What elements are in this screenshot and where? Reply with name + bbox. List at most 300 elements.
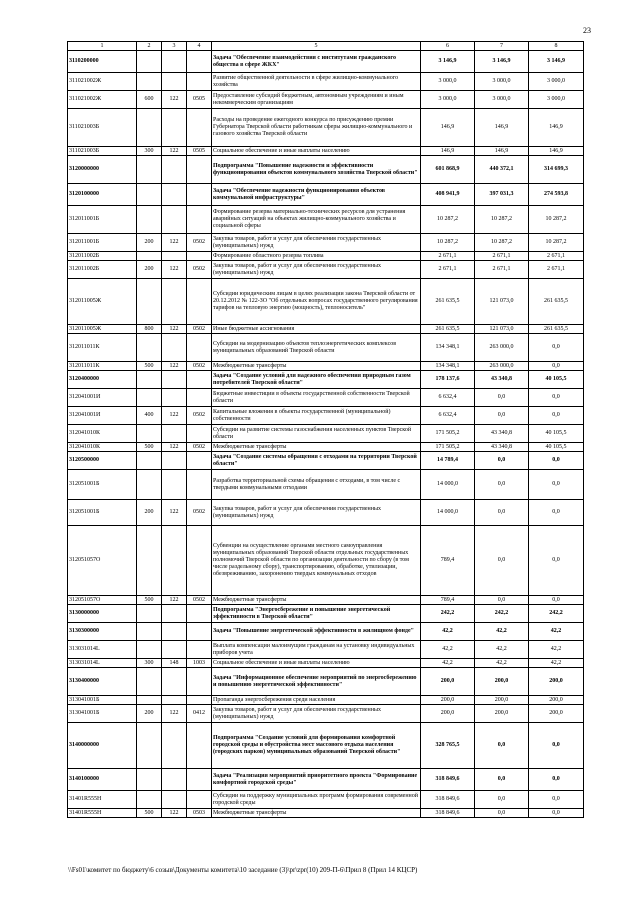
cell-code: 313031014L xyxy=(68,641,137,659)
cell-amount-year2: 200,0 xyxy=(475,705,529,723)
cell-section: 0502 xyxy=(187,261,212,279)
table-row xyxy=(68,156,584,184)
cell-section: 1003 xyxy=(187,659,212,668)
cell-amount-year1: 146,9 xyxy=(421,147,475,156)
cell-department: 122 xyxy=(162,596,187,605)
cell-section xyxy=(187,723,212,769)
cell-amount-year2: 121 073,0 xyxy=(475,325,529,334)
cell-code: 312051001Б xyxy=(68,500,137,526)
cell-code: 3120400000 xyxy=(68,371,137,389)
cell-expense-type xyxy=(137,723,162,769)
table-row xyxy=(68,659,584,668)
cell-section: 0502 xyxy=(187,443,212,452)
cell-code: 312051057О xyxy=(68,596,137,605)
cell-amount-year2: 3 000,0 xyxy=(475,91,529,109)
cell-department xyxy=(162,452,187,470)
cell-department xyxy=(162,641,187,659)
table-row xyxy=(68,362,584,371)
footer-file-path: \\Fs01\комитет по бюджету\6 созыв\Документы комитета\10 заседание (3)\pr\zpr(10) 209-П-6\Прил 8 (Прил 14 КЦСР) xyxy=(68,866,418,874)
cell-code: 312011011К xyxy=(68,362,137,371)
cell-department xyxy=(162,769,187,791)
cell-department xyxy=(162,723,187,769)
cell-name: Субсидии на поддержку муниципальных программ формирования современной городской среды xyxy=(212,791,421,809)
table-row xyxy=(68,325,584,334)
cell-code: 312041001И xyxy=(68,407,137,425)
table-row xyxy=(68,641,584,659)
cell-section xyxy=(187,252,212,261)
cell-expense-type xyxy=(137,279,162,325)
cell-name: Подпрограмма "Создание условий для формирования комфортной городской среды и обустройства мест массового отдыха населения (городских парков) муниципальных образований Тверской области" xyxy=(212,723,421,769)
cell-department xyxy=(162,668,187,696)
cell-amount-year2: 0,0 xyxy=(475,723,529,769)
cell-code: 312011011К xyxy=(68,334,137,362)
cell-expense-type xyxy=(137,109,162,147)
cell-expense-type xyxy=(137,184,162,206)
cell-amount-year3: 261 635,5 xyxy=(529,279,584,325)
cell-code: 312041010К xyxy=(68,425,137,443)
table-row xyxy=(68,696,584,705)
cell-name: Развитие общественной деятельности в сфере жилищно-коммунального хозяйства xyxy=(212,73,421,91)
cell-code: 311021003Б xyxy=(68,109,137,147)
cell-amount-year1: 3 000,0 xyxy=(421,73,475,91)
cell-department xyxy=(162,526,187,596)
cell-amount-year2: 0,0 xyxy=(475,809,529,818)
cell-amount-year3: 0,0 xyxy=(529,791,584,809)
cell-amount-year3: 261 635,5 xyxy=(529,325,584,334)
cell-amount-year1: 171 505,2 xyxy=(421,443,475,452)
cell-amount-year3: 146,9 xyxy=(529,109,584,147)
cell-section xyxy=(187,184,212,206)
cell-amount-year1: 318 849,6 xyxy=(421,769,475,791)
table-row xyxy=(68,279,584,325)
cell-amount-year1: 178 137,6 xyxy=(421,371,475,389)
cell-code: 3130400000 xyxy=(68,668,137,696)
cell-amount-year1: 3 000,0 xyxy=(421,91,475,109)
cell-name: Разработка территориальной схемы обращения с отходами, в том числе с твердыми коммунальными отходами xyxy=(212,470,421,500)
cell-name: Предоставление субсидий бюджетным, автономным учреждениям и иным некоммерческим организациям xyxy=(212,91,421,109)
cell-amount-year3: 2 671,1 xyxy=(529,261,584,279)
cell-code: 312011001Б xyxy=(68,206,137,234)
cell-expense-type xyxy=(137,668,162,696)
table-body xyxy=(68,51,584,818)
cell-name: Социальное обеспечение и иные выплаты населению xyxy=(212,659,421,668)
cell-department: 122 xyxy=(162,809,187,818)
cell-code: 3130000000 xyxy=(68,605,137,623)
cell-amount-year1: 134 348,1 xyxy=(421,362,475,371)
cell-department: 122 xyxy=(162,261,187,279)
column-header: 5 xyxy=(212,42,421,51)
cell-amount-year2: 397 031,3 xyxy=(475,184,529,206)
cell-amount-year3: 3 000,0 xyxy=(529,91,584,109)
table-row xyxy=(68,334,584,362)
cell-amount-year3: 146,9 xyxy=(529,147,584,156)
cell-amount-year3: 0,0 xyxy=(529,389,584,407)
cell-expense-type xyxy=(137,73,162,91)
cell-name: Межбюджетные трансферты xyxy=(212,596,421,605)
cell-amount-year3: 0,0 xyxy=(529,500,584,526)
cell-department xyxy=(162,791,187,809)
cell-amount-year1: 10 287,2 xyxy=(421,206,475,234)
cell-department: 122 xyxy=(162,91,187,109)
cell-amount-year2: 43 340,8 xyxy=(475,371,529,389)
table-row xyxy=(68,723,584,769)
cell-amount-year1: 6 632,4 xyxy=(421,389,475,407)
table-row xyxy=(68,261,584,279)
cell-amount-year2: 3 146,9 xyxy=(475,51,529,73)
cell-amount-year1: 42,2 xyxy=(421,623,475,641)
cell-section xyxy=(187,389,212,407)
cell-amount-year2: 3 000,0 xyxy=(475,73,529,91)
cell-section xyxy=(187,425,212,443)
cell-amount-year3: 314 699,3 xyxy=(529,156,584,184)
cell-expense-type xyxy=(137,252,162,261)
cell-section: 0412 xyxy=(187,705,212,723)
cell-amount-year3: 42,2 xyxy=(529,659,584,668)
cell-code: 311021003Б xyxy=(68,147,137,156)
cell-amount-year1: 328 765,5 xyxy=(421,723,475,769)
cell-department xyxy=(162,623,187,641)
cell-section: 0505 xyxy=(187,91,212,109)
cell-amount-year2: 0,0 xyxy=(475,596,529,605)
table-row xyxy=(68,184,584,206)
cell-section: 0502 xyxy=(187,362,212,371)
cell-name: Межбюджетные трансферты xyxy=(212,362,421,371)
cell-section: 0503 xyxy=(187,809,212,818)
cell-name: Выплата компенсации малоимущим гражданам на установку индивидуальных приборов учета xyxy=(212,641,421,659)
cell-amount-year3: 0,0 xyxy=(529,334,584,362)
table-row xyxy=(68,51,584,73)
cell-section xyxy=(187,156,212,184)
cell-code: 3120500000 xyxy=(68,452,137,470)
cell-name: Подпрограмма "Энергосбережение и повышение энергетической эффективности в Тверской области" xyxy=(212,605,421,623)
cell-amount-year2: 0,0 xyxy=(475,452,529,470)
table-row xyxy=(68,389,584,407)
cell-name: Задача "Реализация мероприятий приоритетного проекта "Формирование комфортной городской среды" xyxy=(212,769,421,791)
column-header: 2 xyxy=(137,42,162,51)
cell-section xyxy=(187,334,212,362)
cell-name: Субсидии на развитие системы газоснабжения населенных пунктов Тверской области xyxy=(212,425,421,443)
cell-name: Формирование резерва материально-технических ресурсов для устранения аварийных ситуаций на объектах жилищно-коммунального хозяйства и социальной сферы xyxy=(212,206,421,234)
cell-section xyxy=(187,470,212,500)
cell-amount-year2: 263 000,0 xyxy=(475,362,529,371)
cell-section xyxy=(187,371,212,389)
column-header: 7 xyxy=(475,42,529,51)
cell-code: 313031014L xyxy=(68,659,137,668)
cell-department xyxy=(162,206,187,234)
cell-amount-year2: 200,0 xyxy=(475,696,529,705)
cell-amount-year3: 242,2 xyxy=(529,605,584,623)
cell-amount-year1: 10 287,2 xyxy=(421,234,475,252)
cell-amount-year2: 263 000,0 xyxy=(475,334,529,362)
cell-amount-year2: 0,0 xyxy=(475,769,529,791)
column-header: 1 xyxy=(68,42,137,51)
column-header: 6 xyxy=(421,42,475,51)
table-row xyxy=(68,791,584,809)
cell-expense-type xyxy=(137,389,162,407)
cell-expense-type xyxy=(137,206,162,234)
table-row xyxy=(68,206,584,234)
cell-amount-year1: 134 348,1 xyxy=(421,334,475,362)
cell-amount-year3: 0,0 xyxy=(529,809,584,818)
cell-amount-year2: 42,2 xyxy=(475,659,529,668)
cell-amount-year2: 121 073,0 xyxy=(475,279,529,325)
cell-expense-type: 300 xyxy=(137,147,162,156)
table-row xyxy=(68,425,584,443)
cell-amount-year2: 0,0 xyxy=(475,389,529,407)
cell-amount-year2: 42,2 xyxy=(475,641,529,659)
cell-department xyxy=(162,605,187,623)
cell-section: 0502 xyxy=(187,500,212,526)
cell-section xyxy=(187,526,212,596)
table-row xyxy=(68,407,584,425)
cell-amount-year3: 274 593,8 xyxy=(529,184,584,206)
cell-amount-year1: 6 632,4 xyxy=(421,407,475,425)
cell-name: Задача "Обеспечение надежности функционирования объектов коммунальной инфраструктуры" xyxy=(212,184,421,206)
cell-expense-type: 200 xyxy=(137,234,162,252)
cell-amount-year1: 171 505,2 xyxy=(421,425,475,443)
cell-code: 3140000000 xyxy=(68,723,137,769)
cell-section xyxy=(187,109,212,147)
cell-code: 312051001Б xyxy=(68,470,137,500)
cell-amount-year2: 242,2 xyxy=(475,605,529,623)
cell-department xyxy=(162,184,187,206)
cell-section xyxy=(187,279,212,325)
cell-department xyxy=(162,389,187,407)
cell-amount-year3: 0,0 xyxy=(529,452,584,470)
cell-department: 122 xyxy=(162,147,187,156)
table-row xyxy=(68,526,584,596)
budget-table xyxy=(67,41,584,818)
cell-name: Субвенции на осуществление органами местного самоуправления муниципальных образований Тверской области отдельных государственных полномочий Тверской области по организации деятельности по сбору (в том числе раздельному сбору), транспортированию, обработке, утилизации, обезвреживанию, захоронению твердых коммунальных отходов xyxy=(212,526,421,596)
cell-code: 312011002Б xyxy=(68,261,137,279)
cell-expense-type xyxy=(137,334,162,362)
cell-code: 31401R555Н xyxy=(68,791,137,809)
cell-section xyxy=(187,623,212,641)
cell-expense-type: 200 xyxy=(137,261,162,279)
cell-amount-year3: 0,0 xyxy=(529,470,584,500)
cell-code: 311021002Ж xyxy=(68,91,137,109)
cell-department xyxy=(162,252,187,261)
cell-name: Межбюджетные трансферты xyxy=(212,443,421,452)
cell-amount-year2: 42,2 xyxy=(475,623,529,641)
cell-department: 148 xyxy=(162,659,187,668)
table-row xyxy=(68,705,584,723)
cell-amount-year1: 261 635,5 xyxy=(421,279,475,325)
cell-amount-year3: 10 287,2 xyxy=(529,206,584,234)
cell-expense-type xyxy=(137,769,162,791)
cell-amount-year3: 3 146,9 xyxy=(529,51,584,73)
cell-expense-type: 200 xyxy=(137,705,162,723)
cell-amount-year3: 42,2 xyxy=(529,641,584,659)
cell-expense-type xyxy=(137,425,162,443)
cell-amount-year1: 261 635,5 xyxy=(421,325,475,334)
cell-expense-type: 500 xyxy=(137,809,162,818)
cell-amount-year2: 43 340,8 xyxy=(475,425,529,443)
table-row xyxy=(68,73,584,91)
cell-section xyxy=(187,605,212,623)
cell-name: Задача "Повышение энергетической эффективности в жилищном фонде" xyxy=(212,623,421,641)
cell-amount-year3: 0,0 xyxy=(529,723,584,769)
cell-name: Задача "Создание условий для надежного обеспечения природным газом потребителей Тверской области" xyxy=(212,371,421,389)
cell-expense-type: 500 xyxy=(137,362,162,371)
cell-amount-year1: 14 000,0 xyxy=(421,500,475,526)
cell-name: Расходы на проведение ежегодного конкурса по присуждению премии Губернатора Тверской области работникам сферы жилищно-коммунального и газового хозяйства Тверской области xyxy=(212,109,421,147)
cell-department: 122 xyxy=(162,234,187,252)
cell-name: Капитальные вложения в объекты государственной (муниципальной) собственности xyxy=(212,407,421,425)
cell-code: 3120000000 xyxy=(68,156,137,184)
cell-section xyxy=(187,696,212,705)
cell-amount-year3: 0,0 xyxy=(529,596,584,605)
cell-amount-year1: 318 849,6 xyxy=(421,791,475,809)
cell-amount-year3: 200,0 xyxy=(529,696,584,705)
table-row xyxy=(68,769,584,791)
cell-amount-year3: 200,0 xyxy=(529,668,584,696)
cell-department: 122 xyxy=(162,325,187,334)
cell-amount-year1: 3 146,9 xyxy=(421,51,475,73)
cell-expense-type: 400 xyxy=(137,407,162,425)
cell-expense-type xyxy=(137,156,162,184)
cell-amount-year2: 0,0 xyxy=(475,470,529,500)
cell-section xyxy=(187,791,212,809)
cell-amount-year2: 146,9 xyxy=(475,109,529,147)
table-row xyxy=(68,452,584,470)
cell-amount-year1: 318 849,6 xyxy=(421,809,475,818)
cell-section xyxy=(187,206,212,234)
cell-amount-year2: 0,0 xyxy=(475,526,529,596)
cell-section xyxy=(187,73,212,91)
cell-department xyxy=(162,334,187,362)
cell-code: 3120100000 xyxy=(68,184,137,206)
cell-amount-year3: 3 000,0 xyxy=(529,73,584,91)
cell-amount-year1: 2 671,1 xyxy=(421,252,475,261)
cell-expense-type: 600 xyxy=(137,91,162,109)
column-header: 3 xyxy=(162,42,187,51)
cell-amount-year3: 0,0 xyxy=(529,362,584,371)
cell-department xyxy=(162,73,187,91)
cell-department xyxy=(162,470,187,500)
cell-expense-type: 200 xyxy=(137,500,162,526)
table-row xyxy=(68,91,584,109)
cell-department: 122 xyxy=(162,443,187,452)
cell-department xyxy=(162,109,187,147)
table-row xyxy=(68,596,584,605)
cell-amount-year1: 146,9 xyxy=(421,109,475,147)
cell-name: Закупка товаров, работ и услуг для обеспечения государственных (муниципальных) нужд xyxy=(212,261,421,279)
table-row xyxy=(68,668,584,696)
cell-expense-type xyxy=(137,470,162,500)
cell-code: 311021002Ж xyxy=(68,73,137,91)
cell-amount-year1: 601 868,9 xyxy=(421,156,475,184)
cell-amount-year3: 0,0 xyxy=(529,526,584,596)
cell-expense-type: 300 xyxy=(137,659,162,668)
cell-amount-year2: 43 340,8 xyxy=(475,443,529,452)
cell-section: 0502 xyxy=(187,325,212,334)
cell-expense-type xyxy=(137,791,162,809)
cell-section: 0502 xyxy=(187,407,212,425)
cell-amount-year1: 42,2 xyxy=(421,659,475,668)
cell-name: Субсидии на модернизацию объектов теплоэнергетических комплексов муниципальных образований Тверской области xyxy=(212,334,421,362)
table-row xyxy=(68,500,584,526)
cell-name: Формирование областного резерва топлива xyxy=(212,252,421,261)
cell-amount-year2: 10 287,2 xyxy=(475,234,529,252)
cell-amount-year2: 146,9 xyxy=(475,147,529,156)
cell-section: 0502 xyxy=(187,234,212,252)
cell-section: 0505 xyxy=(187,147,212,156)
cell-name: Закупка товаров, работ и услуг для обеспечения государственных (муниципальных) нужд xyxy=(212,234,421,252)
cell-name: Межбюджетные трансферты xyxy=(212,809,421,818)
cell-expense-type xyxy=(137,641,162,659)
table-row xyxy=(68,623,584,641)
cell-amount-year1: 200,0 xyxy=(421,668,475,696)
cell-expense-type xyxy=(137,623,162,641)
table-row xyxy=(68,809,584,818)
cell-amount-year1: 408 941,9 xyxy=(421,184,475,206)
cell-amount-year2: 0,0 xyxy=(475,791,529,809)
cell-code: 312011001Б xyxy=(68,234,137,252)
cell-code: 313041001Б xyxy=(68,696,137,705)
cell-amount-year2: 2 671,1 xyxy=(475,261,529,279)
cell-amount-year3: 40 105,5 xyxy=(529,371,584,389)
cell-amount-year1: 14 789,4 xyxy=(421,452,475,470)
cell-code: 312041010К xyxy=(68,443,137,452)
cell-department xyxy=(162,156,187,184)
cell-amount-year1: 200,0 xyxy=(421,705,475,723)
cell-code: 312011005Ж xyxy=(68,325,137,334)
cell-amount-year3: 0,0 xyxy=(529,407,584,425)
cell-expense-type xyxy=(137,51,162,73)
table-row xyxy=(68,109,584,147)
page-number: 23 xyxy=(583,26,591,35)
cell-expense-type xyxy=(137,605,162,623)
cell-code: 31401R555Н xyxy=(68,809,137,818)
cell-expense-type: 800 xyxy=(137,325,162,334)
cell-amount-year1: 789,4 xyxy=(421,596,475,605)
cell-amount-year3: 0,0 xyxy=(529,769,584,791)
cell-department: 122 xyxy=(162,705,187,723)
cell-name: Подпрограмма "Повышение надежности и эффективности функционирования объектов коммунального хозяйства Тверской области" xyxy=(212,156,421,184)
cell-amount-year3: 10 287,2 xyxy=(529,234,584,252)
table-row xyxy=(68,234,584,252)
cell-amount-year3: 40 105,5 xyxy=(529,443,584,452)
cell-code: 3110200000 xyxy=(68,51,137,73)
cell-amount-year2: 0,0 xyxy=(475,500,529,526)
cell-department xyxy=(162,51,187,73)
cell-code: 3140100000 xyxy=(68,769,137,791)
cell-amount-year1: 2 671,1 xyxy=(421,261,475,279)
cell-code: 313041001Б xyxy=(68,705,137,723)
cell-amount-year1: 42,2 xyxy=(421,641,475,659)
cell-code: 312041001И xyxy=(68,389,137,407)
cell-section xyxy=(187,452,212,470)
cell-section xyxy=(187,51,212,73)
cell-department: 122 xyxy=(162,500,187,526)
cell-department xyxy=(162,371,187,389)
table-row xyxy=(68,252,584,261)
cell-code: 312051057О xyxy=(68,526,137,596)
table-row xyxy=(68,470,584,500)
cell-amount-year3: 200,0 xyxy=(529,705,584,723)
cell-expense-type xyxy=(137,696,162,705)
cell-amount-year3: 40 105,5 xyxy=(529,425,584,443)
cell-department xyxy=(162,696,187,705)
cell-name: Задача "Создание системы обращения с отходами на территории Тверской области" xyxy=(212,452,421,470)
cell-amount-year2: 440 372,1 xyxy=(475,156,529,184)
table-header-row xyxy=(68,42,584,51)
cell-code: 312011005Ж xyxy=(68,279,137,325)
cell-expense-type: 500 xyxy=(137,596,162,605)
cell-name: Пропаганда энергосбережения среди населения xyxy=(212,696,421,705)
cell-amount-year1: 242,2 xyxy=(421,605,475,623)
